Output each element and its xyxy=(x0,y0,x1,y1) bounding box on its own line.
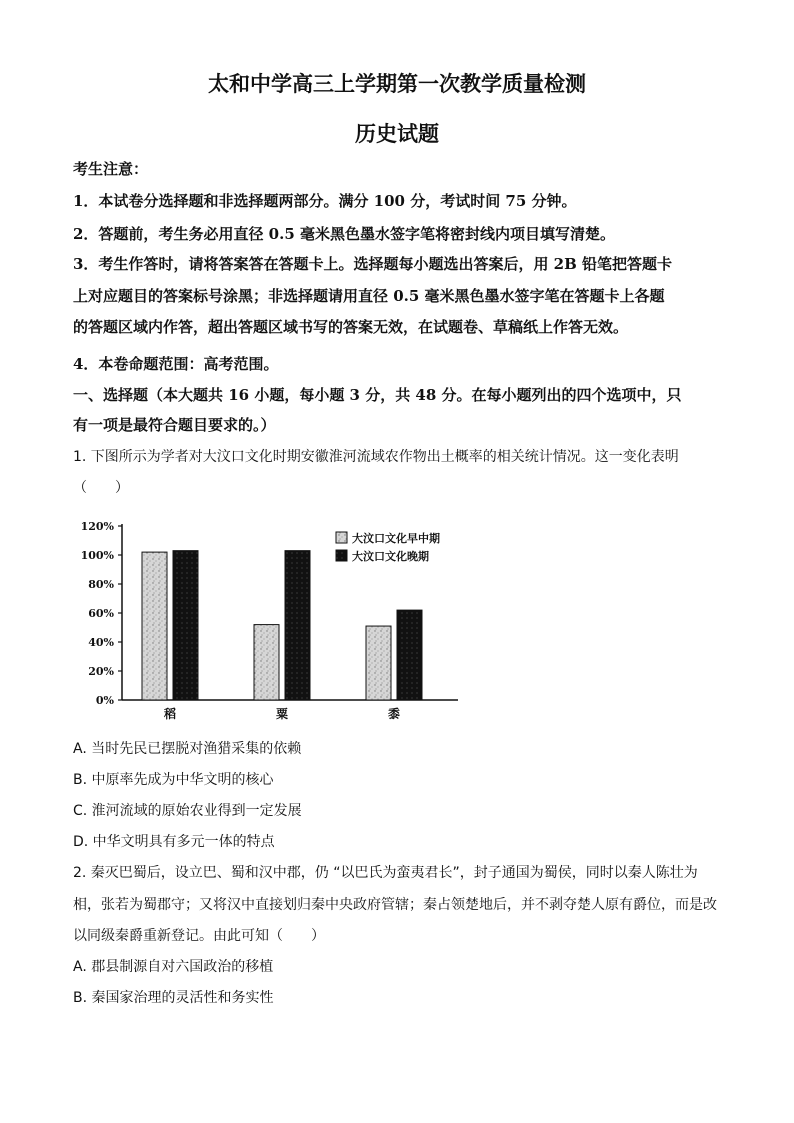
bar-late xyxy=(285,551,310,700)
y-tick-label: 120% xyxy=(80,520,114,533)
notice-item-3-line-1: 3．考生作答时，请将答案答在答题卡上。选择题每小题选出答案后，用 2B 铅笔把答题卡 xyxy=(73,255,673,273)
notice-item-2: 2．答题前，考生务必用直径 0.5 毫米黑色墨水签字笔将密封线内项目填写清楚。 xyxy=(73,225,615,243)
x-tick-label: 稻 xyxy=(163,707,177,721)
question-1-option-d[interactable]: D. 中华文明具有多元一体的特点 xyxy=(73,834,275,850)
notice-item-4: 4．本卷命题范围：高考范围。 xyxy=(73,355,279,373)
question-1-stem-line-2: （ ） xyxy=(73,480,129,496)
legend-label: 大汶口文化晚期 xyxy=(352,550,429,563)
bar-late xyxy=(397,610,422,700)
x-axis-labels xyxy=(163,706,400,721)
question-1-option-b[interactable]: B. 中原率先成为中华文明的核心 xyxy=(73,772,274,788)
bar-early xyxy=(254,625,279,700)
question-1-stem-line-1: 1. 下图所示为学者对大汶口文化时期安徽淮河流域农作物出土概率的相关统计情况。这一变化表明 xyxy=(73,449,679,465)
bar-chart xyxy=(80,516,480,726)
y-axis-ticks xyxy=(81,520,122,707)
section-heading-line-2: 有一项是最符合题目要求的。） xyxy=(73,416,276,434)
legend-swatch xyxy=(336,550,347,561)
legend-swatch xyxy=(336,532,347,543)
bar-early xyxy=(142,552,167,700)
question-2-stem-line-3: 以同级秦爵重新登记。由此可知（ ） xyxy=(73,928,325,944)
legend xyxy=(336,531,440,563)
legend-label: 大汶口文化早中期 xyxy=(352,532,440,545)
notice-item-1: 1．本试卷分选择题和非选择题两部分。满分 100 分，考试时间 75 分钟。 xyxy=(73,192,577,210)
section-heading-line-1: 一、选择题（本大题共 16 小题，每小题 3 分，共 48 分。在每小题列出的四个选项中，只 xyxy=(73,386,682,404)
y-tick-label: 20% xyxy=(88,665,114,678)
question-1-option-a[interactable]: A. 当时先民已摆脱对渔猎采集的依赖 xyxy=(73,741,302,757)
x-tick-label: 黍 xyxy=(387,707,401,721)
question-2-stem-line-1: 2. 秦灭巴蜀后，设立巴、蜀和汉中郡，仍 “以巴氏为蛮夷君长”，封子通国为蜀侯，同时以秦人陈壮为 xyxy=(73,865,698,881)
question-2-option-b[interactable]: B. 秦国家治理的灵活性和务实性 xyxy=(73,990,274,1006)
y-tick-label: 0% xyxy=(95,694,114,707)
question-2-stem-line-2: 相，张若为蜀郡守；又将汉中直接划归秦中央政府管辖；秦占领楚地后，并不剥夺楚人原有爵位，而是改 xyxy=(73,897,717,913)
question-1-option-c[interactable]: C. 淮河流域的原始农业得到一定发展 xyxy=(73,803,302,819)
y-tick-label: 100% xyxy=(80,549,114,562)
exam-title: 太和中学高三上学期第一次教学质量检测 xyxy=(208,71,586,96)
y-tick-label: 40% xyxy=(88,636,114,649)
bar-early xyxy=(366,626,391,700)
bars xyxy=(142,551,422,700)
question-2-option-a[interactable]: A. 郡县制源自对六国政治的移植 xyxy=(73,959,274,975)
y-tick-label: 80% xyxy=(88,578,114,591)
notice-item-3-line-3: 的答题区域内作答，超出答题区域书写的答案无效，在试题卷、草稿纸上作答无效。 xyxy=(73,318,629,336)
bar-late xyxy=(173,551,198,700)
x-tick-label: 粟 xyxy=(275,707,289,721)
notice-heading: 考生注意： xyxy=(73,160,149,178)
y-tick-label: 60% xyxy=(88,607,114,620)
subject-title: 历史试题 xyxy=(355,121,439,146)
notice-item-3-line-2: 上对应题目的答案标号涂黑；非选择题请用直径 0.5 毫米黑色墨水签字笔在答题卡上各题 xyxy=(73,287,665,305)
